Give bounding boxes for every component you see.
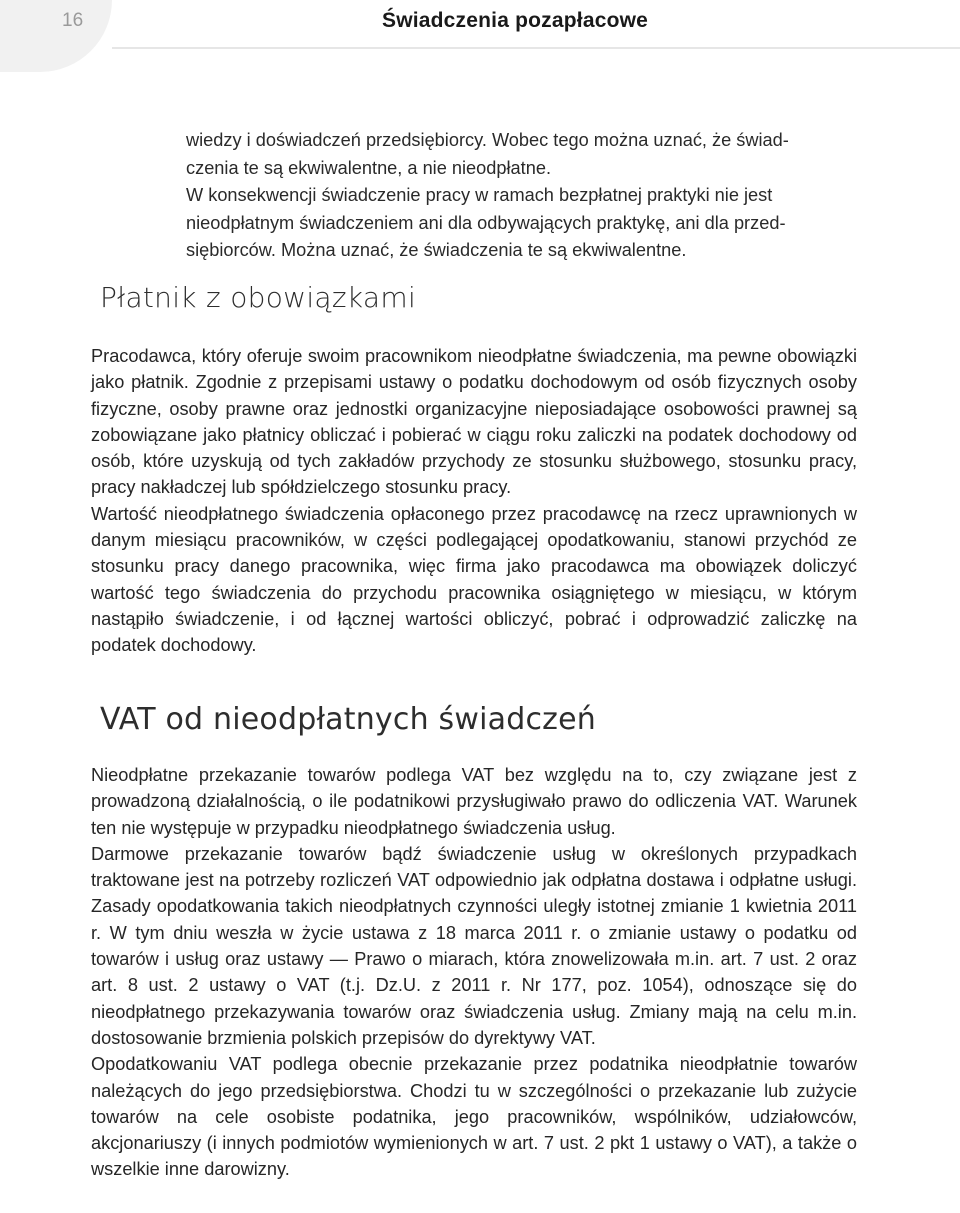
intro-line: nieodpłatnym świadczeniem ani dla odbywających praktykę, ani dla przed- [186,212,786,233]
paragraph: Darmowe przekazanie towarów bądź świadczenie usług w określonych przypadkach traktowane jest na potrzeby rozliczeń VAT odpowiednio jak odpłatna dostawa i odpłatne usługi. Zasady opodatkowania takich nieodpłatnych czynności uległy istotnej zmianie 1 kwietnia 2011 r. W tym dniu weszła w życie ustawa z 18 marca 2011 r. o zmianie ustawy o podatku od towarów i usług oraz ustawy — Prawo o miarach, która znowelizowała m.in. art. 7 ust. 2 oraz art. 8 ust. 2 ustawy o VAT (t.j. Dz.U. z 2011 r. Nr 177, poz. 1054), odnoszące się do nieodpłatnego przekazywania towarów oraz świadczenia usług. Zmiany mają na celu m.in. dostosowanie brzmienia polskich przepisów do dyrektywy VAT. [91,843,857,1048]
intro-line: siębiorców. Można uznać, że świadczenia te są ekwiwalentne. [186,240,687,261]
paragraph: Opodatkowaniu VAT podlega obecnie przekazanie przez podatnika nieodpłatnie towarów należących do jego przedsiębiorstwa. Chodzi tu w szczególności o przekazanie lub zużycie towarów na cele osobiste podatnika, jego pracowników, wspólników, udziałowców, akcjonariuszy (i innych podmiotów wymienionych w art. 7 ust. 2 pkt 1 ustawy o VAT), a także o wszelkie inne darowizny. [91,1054,857,1180]
page-number: 16 [62,10,84,31]
page-number-tab [0,0,112,72]
section-heading-platnik: Płatnik z obowiązkami [100,281,417,314]
running-title: Świadczenia pozapłacowe [382,9,649,32]
intro-paragraph [186,127,846,265]
section-vat-body [91,762,857,1183]
intro-line: wiedzy i doświadczeń przedsiębiorcy. Wobec tego można uznać, że świad- [186,130,789,150]
paragraph: Pracodawca, który oferuje swoim pracownikom nieodpłatne świadczenia, ma pewne obowiązki jako płatnik. Zgodnie z przepisami ustawy o podatku dochodowym od osób fizycznych osoby fizyczne, osoby prawne oraz jednostki organizacyjne nieposiadające osobowości prawnej są zobowiązane jako płatnicy obliczać i pobierać w ciągu roku zaliczki na podatek dochodowy od osób, które uzyskują od tych zakładów przychody ze stosunku służbowego, stosunku pracy, pracy nakładczej lub spółdzielczego stosunku pracy. [91,346,857,498]
page-header [0,0,960,72]
paragraph: Nieodpłatne przekazanie towarów podlega VAT bez względu na to, czy związane jest z prowadzoną działalnością, o ile podatnikowi przysługiwało prawo do odliczenia VAT. Warunek ten nie występuje w przypadku nieodpłatnego świadczenia usług. [91,765,857,838]
intro-line: W konsekwencji świadczenie pracy w ramach bezpłatnej praktyki nie jest [186,185,773,206]
paragraph: Wartość nieodpłatnego świadczenia opłaconego przez pracodawcę na rzecz uprawnionych w danym miesiącu pracowników, w części podlegającej opodatkowaniu, stanowi przychód ze stosunku pracy danego pracownika, więc firma jako pracodawca ma obowiązek doliczyć wartość tego świadczenia do przychodu pracownika osiągniętego w miesiącu, w którym nastąpiło świadczenie, i od łącznej wartości obliczyć, pobrać i odprowadzić zaliczkę na podatek dochodowy. [91,503,857,656]
section-platnik-body [91,343,857,659]
intro-line: czenia te są ekwiwalentne, a nie nieodpłatne. [186,157,552,178]
header-divider [112,47,960,49]
section-heading-vat: VAT od nieodpłatnych świadczeń [100,702,596,737]
